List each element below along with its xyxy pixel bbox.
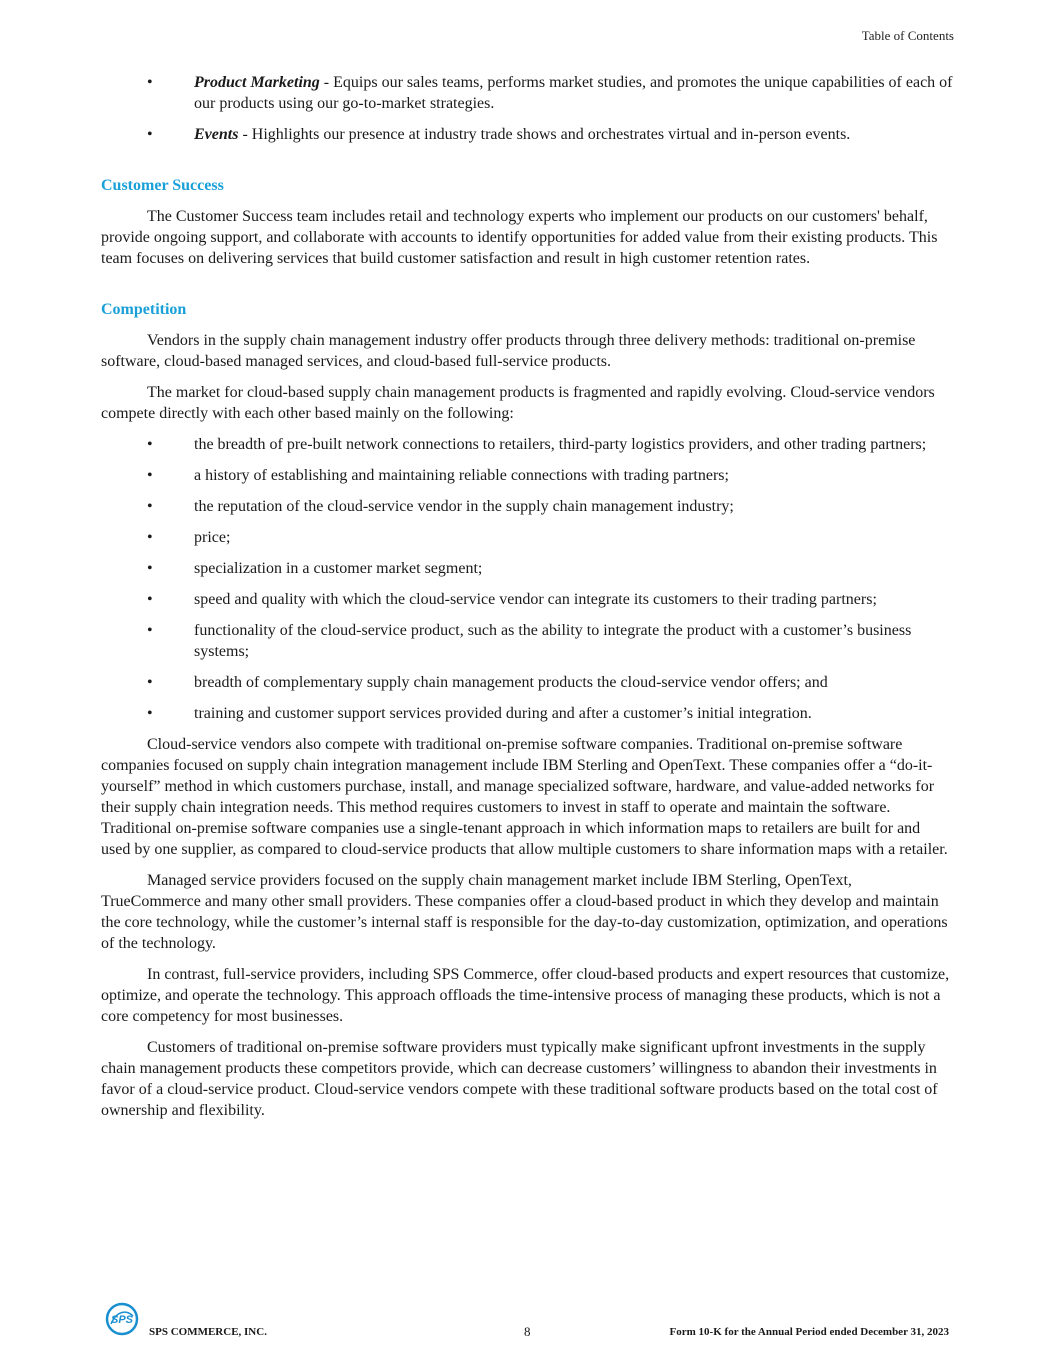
list-item: • a history of establishing and maintaining reliable connections with trading partners;: [101, 465, 953, 486]
competition-intro-paragraph: The market for cloud-based supply chain management products is fragmented and rapidly evolving. Cloud-service vendors compete directly with each other based mainly on the following:: [101, 384, 935, 422]
competition-paragraph: Customers of traditional on-premise software providers must typically make significant upfront investments in the supply chain management products these competitors provide, which can decrease customers’ willingness to abandon their investments in favor of a cloud-service product. Cloud-service vendors compete with these traditional software products based on the total cost of ownership and flexibility.: [101, 1039, 938, 1119]
customer-success-heading: Customer Success: [101, 177, 224, 194]
list-item: [101, 124, 953, 145]
list-item: • the reputation of the cloud-service vendor in the supply chain management industry;: [101, 496, 953, 517]
bullet-text: - Equips our sales teams, performs market studies, and promotes the unique capabilities of each of our products using our go-to-market strategies.: [194, 74, 953, 112]
list-item: • speed and quality with which the cloud-service vendor can integrate its customers to their trading partners;: [101, 589, 953, 610]
competitive-factors-list: [101, 434, 953, 724]
list-item: • the breadth of pre-built network connections to retailers, third-party logistics providers, and other trading partners;: [101, 434, 953, 455]
list-item: • breadth of complementary supply chain management products the cloud-service vendor offers; and: [101, 672, 953, 693]
customer-success-paragraph: The Customer Success team includes retail and technology experts who implement our products on our customers' behalf, provide ongoing support, and collaborate with accounts to identify opportunities for added value from their existing products. This team focuses on delivering services that build customer satisfaction and result in high customer retention rates.: [101, 208, 938, 267]
page-content: [101, 72, 953, 1131]
table-of-contents-link[interactable]: Table of Contents: [861, 28, 954, 43]
competition-intro-paragraph: Vendors in the supply chain management industry offer products through three delivery methods: traditional on-premise software, cloud-based managed services, and cloud-based full-service products.: [101, 332, 916, 370]
sps-logo-icon: [105, 1302, 139, 1336]
list-item: • specialization in a customer market segment;: [101, 558, 953, 579]
page-footer: [101, 1302, 953, 1342]
competition-paragraph: In contrast, full-service providers, including SPS Commerce, offer cloud-based products and expert resources that customize, optimize, and operate the technology. This approach offloads the time-intensive process of managing these products, which is not a core competency for most businesses.: [101, 966, 950, 1025]
competition-paragraph: Cloud-service vendors also compete with traditional on-premise software companies. Traditional on-premise software companies focused on supply chain integration management include IBM Sterling and OpenText. These companies offer a “do-it-yourself” method in which customers purchase, install, and manage specialized software, hardware, and value-added networks for their supply chain integration needs. This method requires customers to invest in staff to operate and maintain the software. Traditional on-premise software companies use a single-tenant approach in which information maps to retailers are built for and used by one supplier, as compared to cloud-service products that allow multiple customers to share information maps with a retailer.: [101, 736, 948, 858]
bullet-text: - Highlights our presence at industry trade shows and orchestrates virtual and in-person events.: [238, 126, 851, 143]
company-name: SPS COMMERCE, INC.: [149, 1326, 267, 1338]
page-number: 8: [524, 1324, 531, 1339]
list-item: • price;: [101, 527, 953, 548]
logo-text: SPS: [110, 1314, 134, 1326]
list-item: • functionality of the cloud-service product, such as the ability to integrate the product with a customer’s business systems;: [101, 620, 953, 662]
form-title: Form 10-K for the Annual Period ended December 31, 2023: [669, 1326, 949, 1338]
competition-paragraph: Managed service providers focused on the supply chain management market include IBM Sterling, OpenText, TrueCommerce and many other small providers. These companies offer a cloud-based product in which they develop and maintain the core technology, while the customer’s internal staff is responsible for the day-to-day customization, optimization, and operations of the technology.: [101, 872, 948, 952]
bullet-term: Events: [194, 126, 239, 143]
marketing-bullet-list: [101, 72, 953, 145]
list-item: • training and customer support services provided during and after a customer’s initial integration.: [101, 703, 953, 724]
bullet-term: Product Marketing: [194, 74, 320, 91]
competition-heading: Competition: [101, 301, 187, 318]
list-item: [101, 72, 953, 114]
